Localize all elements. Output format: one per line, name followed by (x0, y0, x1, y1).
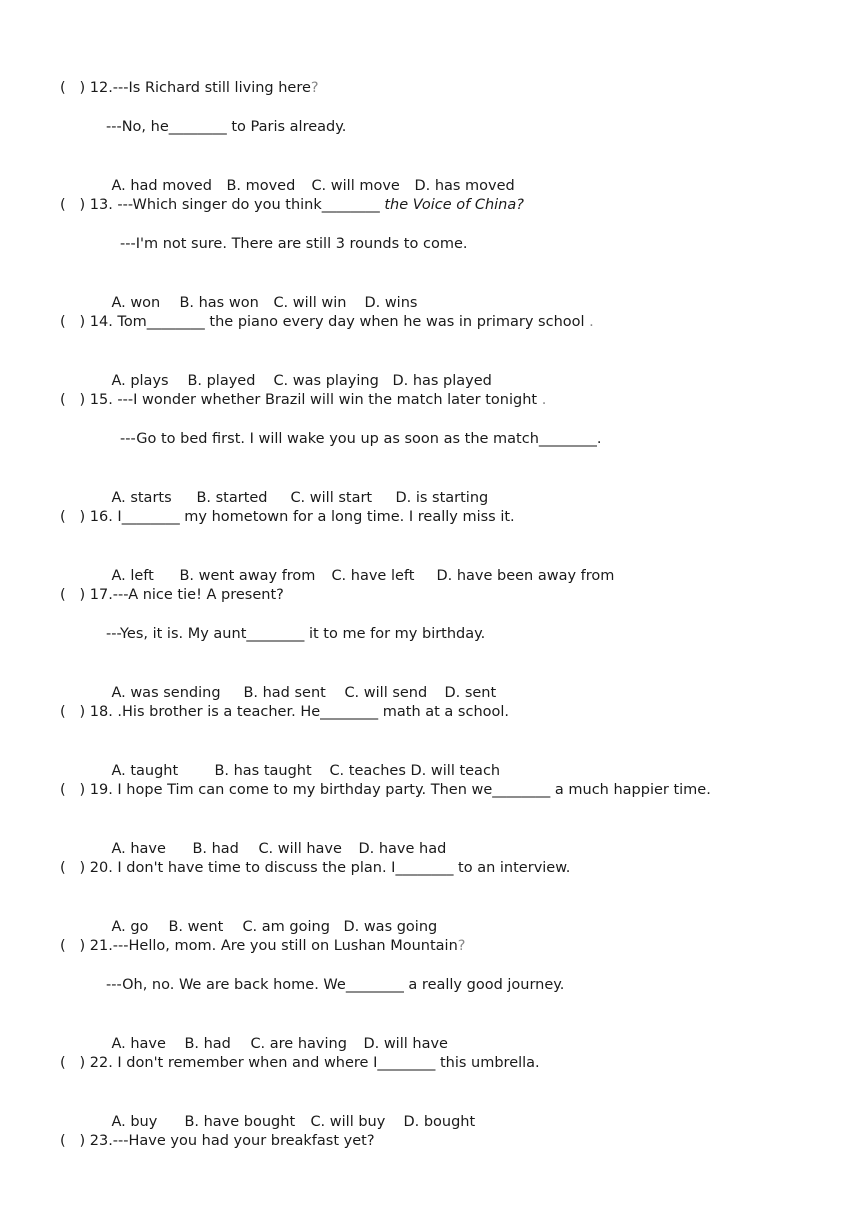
option-b: B. went away from (179, 568, 316, 584)
option-d: D. has played (392, 373, 492, 389)
question-15-dialogue: ---Go to bed first. I will wake you up as soon as the match________. (120, 431, 602, 447)
question-16: ( ) 16. I________ my hometown for a long time. I really miss it. (60, 509, 515, 525)
question-14: ( ) 14. Tom________ the piano every day when he was in primary school . (60, 314, 594, 330)
option-c: C. teaches D. will teach (329, 763, 501, 779)
option-b: B. played (187, 373, 256, 389)
option-c: C. am going (242, 919, 330, 935)
option-b: B. moved (226, 178, 296, 194)
question-12-dialogue: ---No, he________ to Paris already. (106, 119, 347, 135)
question-23: ( ) 23.---Have you had your breakfast yet? (60, 1133, 375, 1149)
option-c: C. will start (290, 490, 373, 506)
option-b: B. had (184, 1036, 231, 1052)
option-b: B. started (196, 490, 268, 506)
question-20: ( ) 20. I don't have time to discuss the plan. I________ to an interview. (60, 860, 571, 876)
option-c: C. will have (258, 841, 342, 857)
option-b: B. had (192, 841, 239, 857)
option-b: B. have bought (184, 1114, 296, 1130)
question-17: ( ) 17.---A nice tie! A present? (60, 587, 284, 603)
option-d: D. wins (364, 295, 418, 311)
option-d: D. is starting (395, 490, 489, 506)
option-d: D. bought (403, 1114, 476, 1130)
question-18: ( ) 18. .His brother is a teacher. He________ math at a school. (60, 704, 510, 720)
option-c: C. will move (311, 178, 400, 194)
option-d: D. was going (343, 919, 438, 935)
option-a: A. won (111, 295, 161, 311)
option-a: A. taught (111, 763, 179, 779)
option-b: B. has taught (214, 763, 312, 779)
option-d: D. has moved (414, 178, 515, 194)
option-a: A. plays (111, 373, 169, 389)
option-a: A. was sending (111, 685, 221, 701)
question-13-dialogue: ---I'm not sure. There are still 3 rounds to come. (120, 236, 468, 252)
option-d: D. have been away from (436, 568, 615, 584)
question-12: ( ) 12.---Is Richard still living here? (60, 80, 319, 96)
question-21: ( ) 21.---Hello, mom. Are you still on Lushan Mountain? (60, 938, 466, 954)
option-a: A. have (111, 841, 166, 857)
question-15: ( ) 15. ---I wonder whether Brazil will win the match later tonight . (60, 392, 547, 408)
question-17-dialogue: ---Yes, it is. My aunt________ it to me for my birthday. (106, 626, 486, 642)
option-c: C. will buy (310, 1114, 386, 1130)
option-b: B. went (168, 919, 224, 935)
option-c: C. will send (344, 685, 428, 701)
option-d: D. sent (444, 685, 497, 701)
question-19: ( ) 19. I hope Tim can come to my birthday party. Then we________ a much happier time. (60, 782, 711, 798)
question-13: ( ) 13. ---Which singer do you think________ the Voice of China? (60, 197, 524, 213)
option-a: A. go (111, 919, 149, 935)
option-a: A. have (111, 1036, 166, 1052)
option-c: C. are having (250, 1036, 347, 1052)
option-b: B. had sent (243, 685, 326, 701)
option-d: D. will have (363, 1036, 448, 1052)
option-c: C. will win (273, 295, 347, 311)
question-22: ( ) 22. I don't remember when and where I________ this umbrella. (60, 1055, 540, 1071)
option-c: C. was playing (273, 373, 379, 389)
option-a: A. left (111, 568, 154, 584)
option-b: B. has won (179, 295, 259, 311)
option-a: A. buy (111, 1114, 158, 1130)
option-d: D. have had (358, 841, 447, 857)
option-c: C. have left (331, 568, 415, 584)
option-a: A. had moved (111, 178, 212, 194)
question-21-dialogue: ---Oh, no. We are back home. We________ a really good journey. (106, 977, 565, 993)
option-a: A. starts (111, 490, 172, 506)
